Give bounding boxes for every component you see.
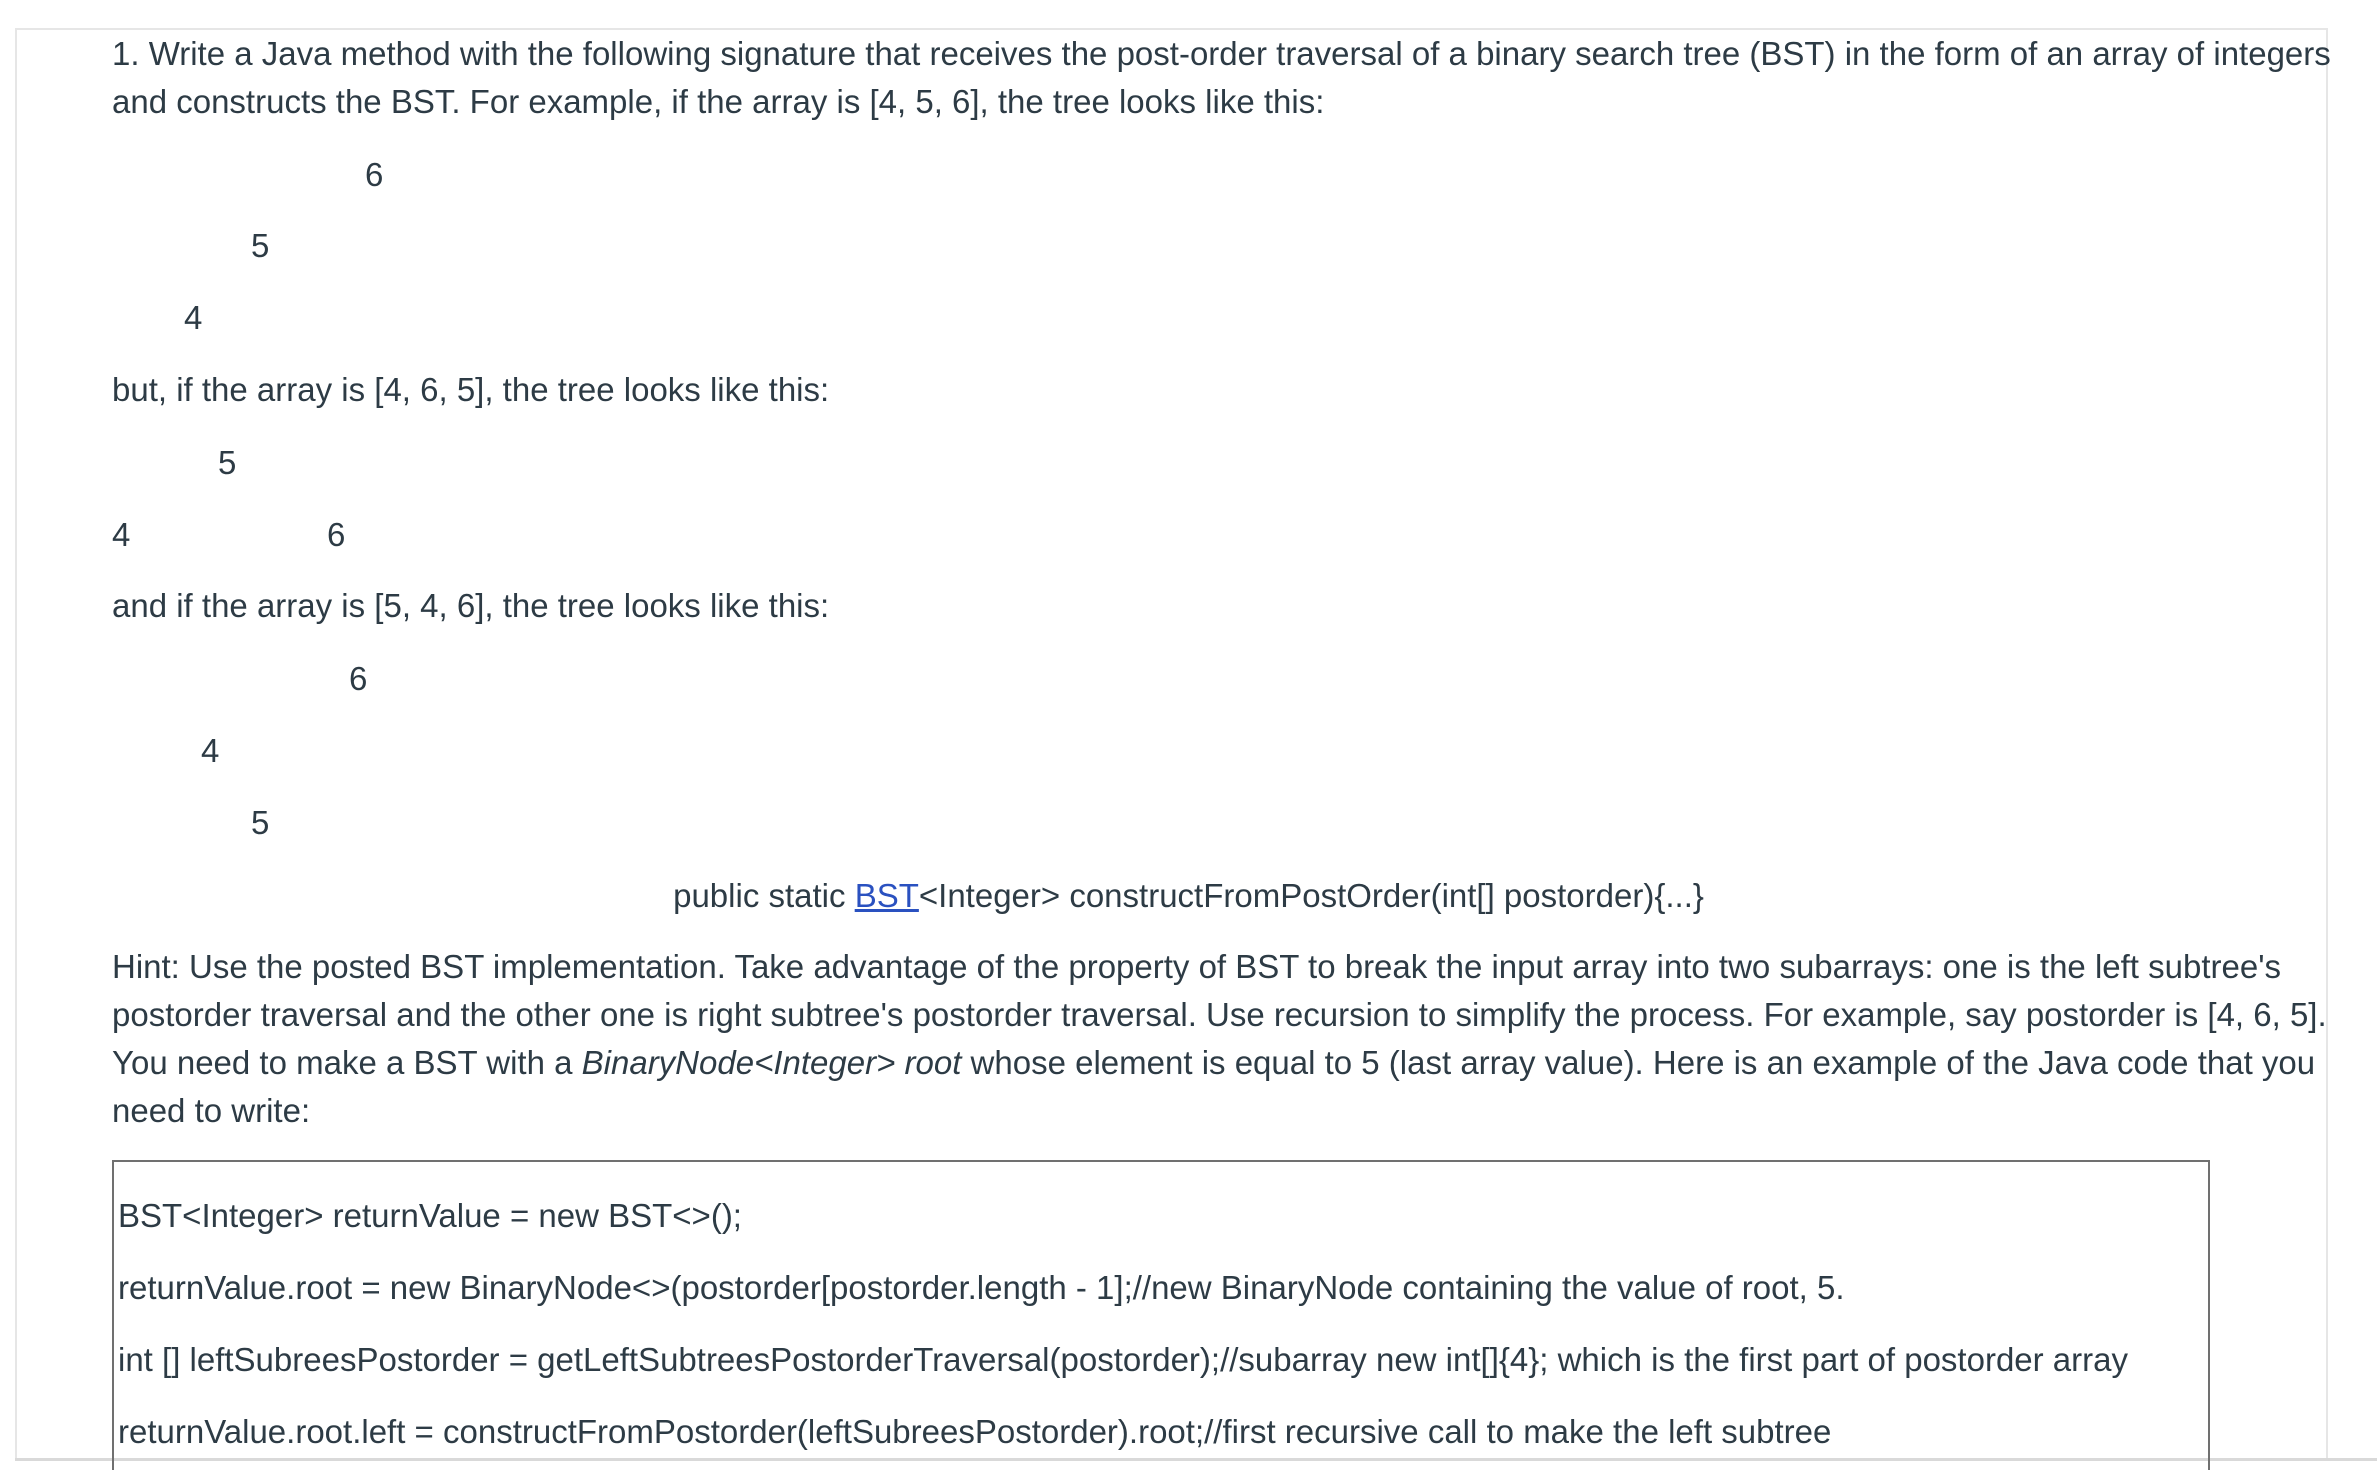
hint-line-2: postorder traversal and the other one is right subtree's postorder traversal. Use recursion to simplify the process. For example, say postorder is [4, 6, 5]. — [112, 996, 2327, 1033]
tree1-node-5: 5 — [251, 227, 270, 264]
bst-link[interactable]: BST — [854, 877, 919, 914]
tree3-node-5: 5 — [251, 804, 270, 841]
tree2-node-4: 4 — [112, 516, 131, 553]
tree2-node-5: 5 — [218, 444, 237, 481]
tree1-node-4: 4 — [184, 299, 203, 336]
signature-suffix: <Integer> constructFromPostOrder(int[] postorder){...} — [918, 877, 1704, 914]
question-intro — [112, 30, 2331, 126]
hint-line-3 — [112, 1039, 2316, 1087]
hint-line-3-start: You need to make a BST with a — [112, 1044, 582, 1081]
tree3-node-6: 6 — [349, 660, 368, 697]
tree2-node-6: 6 — [327, 516, 346, 553]
signature-prefix: public static — [673, 877, 855, 914]
hint-line-1: Hint: Use the posted BST implementation. Take advantage of the property of BST to break the input array into two subarrays: one is the left subtree's — [112, 948, 2282, 985]
hint-line-3-end: whose element is equal to 5 (last array value). Here is an example of the Java code that you — [961, 1044, 2316, 1081]
intro-line-2: and constructs the BST. For example, if the array is [4, 5, 6], the tree looks like this: — [112, 83, 1325, 120]
third-example-text: and if the array is [5, 4, 6], the tree looks like this: — [112, 587, 830, 624]
tree1-node-6: 6 — [365, 156, 384, 193]
method-signature — [0, 872, 2377, 920]
second-example-text: but, if the array is [4, 6, 5], the tree looks like this: — [112, 371, 830, 408]
code-line-1: BST<Integer> returnValue = new BST<>(); — [118, 1197, 742, 1234]
code-line-2: returnValue.root = new BinaryNode<>(postorder[postorder.length - 1];//new BinaryNode containing the value of root, 5. — [118, 1269, 1845, 1306]
hint-line-4: need to write: — [112, 1092, 311, 1129]
code-line-4: returnValue.root.left = constructFromPostorder(leftSubreesPostorder).root;//first recursive call to make the left subtree — [118, 1413, 1832, 1450]
intro-line-1: 1. Write a Java method with the following signature that receives the post-order traversal of a binary search tree (BST) in the form of an array of integers — [112, 35, 2331, 72]
code-line-3: int [] leftSubreesPostorder = getLeftSubtreesPostorderTraversal(postorder);//subarray new int[]{4}; which is the first part of postorder array — [118, 1341, 2128, 1378]
hint-paragraph — [112, 943, 2327, 1135]
code-example-box — [112, 1160, 2210, 1470]
tree3-node-4: 4 — [201, 732, 220, 769]
hint-emphasis: BinaryNode<Integer> root — [581, 1044, 962, 1081]
